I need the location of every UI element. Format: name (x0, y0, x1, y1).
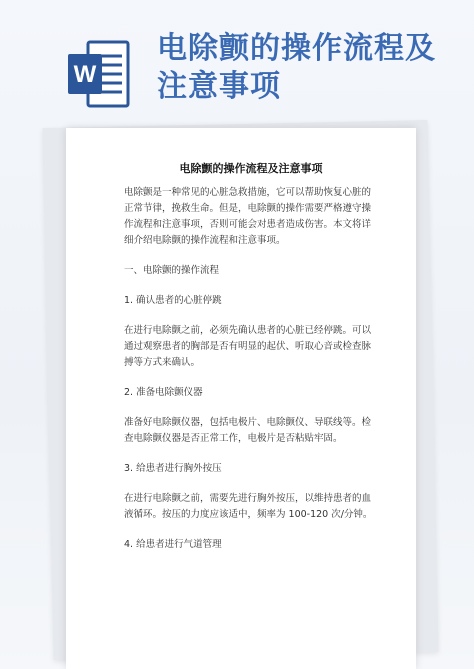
step-3-body: 在进行电除颤之前，需要先进行胸外按压，以维持患者的血液循环。按压的力度应该适中，频率为 100-120 次/分钟。 (124, 493, 373, 520)
step-2-title: 2. 准备电除颤仪器 (124, 387, 203, 398)
step-2-body: 准备好电除颤仪器，包括电极片、电除颤仪、导联线等。检查电除颤仪器是否正常工作，电极片是否粘贴牢固。 (124, 417, 372, 444)
document-body (124, 161, 378, 567)
document-page (66, 128, 416, 669)
step-4-title: 4. 给患者进行气道管理 (124, 539, 222, 550)
intro-paragraph: 电除颤是一种常见的心脏急救措施，它可以帮助恢复心脏的正常节律，挽救生命。但是，电除颤的操作需要严格遵守操作流程和注意事项，否则可能会对患者造成伤害。本文将详细介绍电除颤的操作流程和注意事项。 (124, 187, 372, 246)
step-1-title: 1. 确认患者的心脏停跳 (124, 295, 222, 306)
document-title: 电除颤的操作流程及注意事项 (179, 162, 323, 175)
svg-text:W: W (73, 61, 97, 88)
step-3-title: 3. 给患者进行胸外按压 (124, 463, 222, 474)
section-heading: 一、电除颤的操作流程 (124, 265, 220, 276)
header-title: 电除颤的操作流程及注意事项 (157, 31, 436, 104)
step-1-body: 在进行电除颤之前，必须先确认患者的心脏已经停跳。可以通过观察患者的胸部是否有明显的起伏、听取心音或检查脉搏等方式来确认。 (124, 325, 372, 368)
word-document-icon (68, 40, 130, 108)
